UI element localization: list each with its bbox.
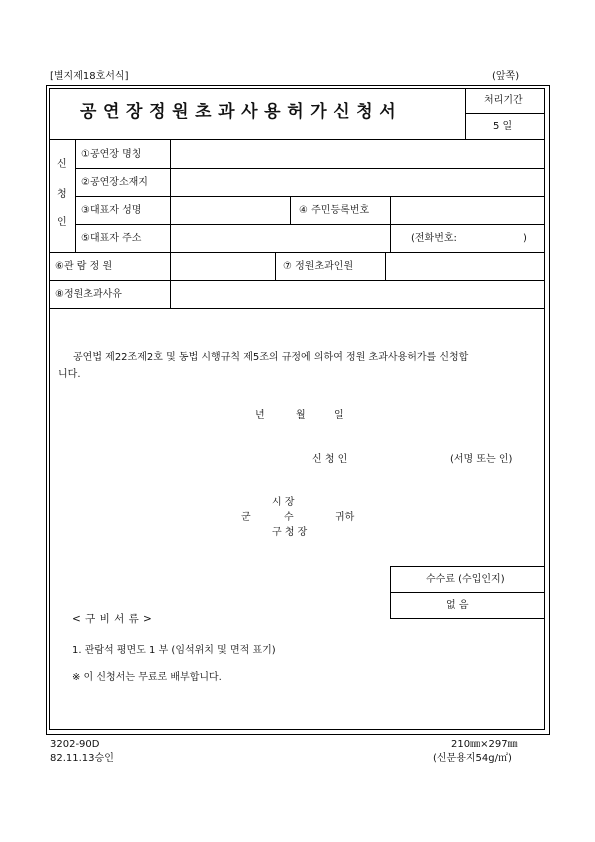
- approval-date: 82.11.13승인: [50, 753, 114, 764]
- free-distribution-note: ※ 이 신청서는 무료로 배부합니다.: [72, 672, 222, 683]
- fee-value: 없 음: [446, 600, 469, 611]
- processing-period-value: 5 일: [493, 121, 513, 132]
- venue-address-field[interactable]: [171, 169, 545, 196]
- form-title: 공연장정원초과사용허가신청서: [80, 102, 403, 122]
- addressee-honorific: 귀하: [335, 512, 355, 523]
- date-year: 년: [255, 410, 265, 421]
- excess-reason-field[interactable]: [171, 281, 545, 308]
- capacity-label: ⑥관 람 정 원: [55, 261, 113, 272]
- form-code: 3202-90D: [50, 739, 100, 750]
- resident-number-field[interactable]: [391, 197, 545, 224]
- row-line: [49, 308, 545, 309]
- statement-line-2: 니다.: [58, 369, 81, 380]
- col-line: [290, 196, 291, 224]
- addressee-county: 군: [241, 512, 251, 523]
- required-document-item: 1. 관람석 평면도 1 부 (임석위치 및 면적 표기): [72, 645, 276, 656]
- venue-address-label: ②공연장소재지: [81, 177, 148, 188]
- capacity-field[interactable]: [171, 253, 275, 280]
- form-number: [별지제18호서식]: [50, 71, 129, 82]
- rep-name-label: ③대표자 성명: [81, 205, 142, 216]
- required-documents-heading: < 구 비 서 류 >: [72, 613, 153, 625]
- date-month: 월: [296, 410, 306, 421]
- excess-count-label: ⑦ 정원초과인원: [283, 261, 354, 272]
- venue-name-field[interactable]: [171, 140, 545, 168]
- page-side-label: (앞쪽): [492, 71, 520, 82]
- sign-or-seal-label: (서명 또는 인): [450, 454, 513, 465]
- fee-mid-line: [390, 592, 545, 593]
- applicant-section-char: 청: [57, 189, 67, 200]
- col-line: [275, 252, 276, 280]
- resident-number-label: ④ 주민등록번호: [299, 205, 370, 216]
- phone-label: (전화번호:: [411, 233, 457, 244]
- applicant-section-char: 인: [57, 217, 67, 228]
- addressee-county-suffix: 수: [284, 512, 294, 523]
- excess-count-field[interactable]: [386, 253, 545, 280]
- rep-name-field[interactable]: [171, 197, 290, 224]
- fee-label: 수수료 (수입인지): [426, 574, 505, 585]
- date-day: 일: [334, 410, 344, 421]
- processing-period-label: 처리기간: [484, 95, 523, 106]
- fee-bottom-line: [390, 618, 545, 619]
- rep-address-field[interactable]: [171, 225, 390, 252]
- addressee-district: 구 청 장: [272, 527, 308, 538]
- venue-name-label: ①공연장 명칭: [81, 149, 142, 160]
- applicant-signature-label: 신 청 인: [312, 454, 348, 465]
- phone-close: ): [523, 233, 527, 244]
- applicant-section-char: 신: [57, 159, 67, 170]
- fee-top-line: [390, 566, 545, 567]
- processing-split: [465, 113, 545, 114]
- statement-line-1: 공연법 제22조제2호 및 동법 시행규칙 제5조의 규정에 의하여 정원 초과사용허가를 신청합: [73, 352, 469, 363]
- excess-reason-label: ⑧정원초과사유: [55, 289, 122, 300]
- col-line: [75, 139, 76, 252]
- paper-size: 210㎜×297㎜: [451, 739, 518, 750]
- addressee-city: 시 장: [272, 497, 295, 508]
- rep-address-label: ⑤대표자 주소: [81, 233, 142, 244]
- paper-spec: (신문용지54g/㎡): [433, 753, 512, 764]
